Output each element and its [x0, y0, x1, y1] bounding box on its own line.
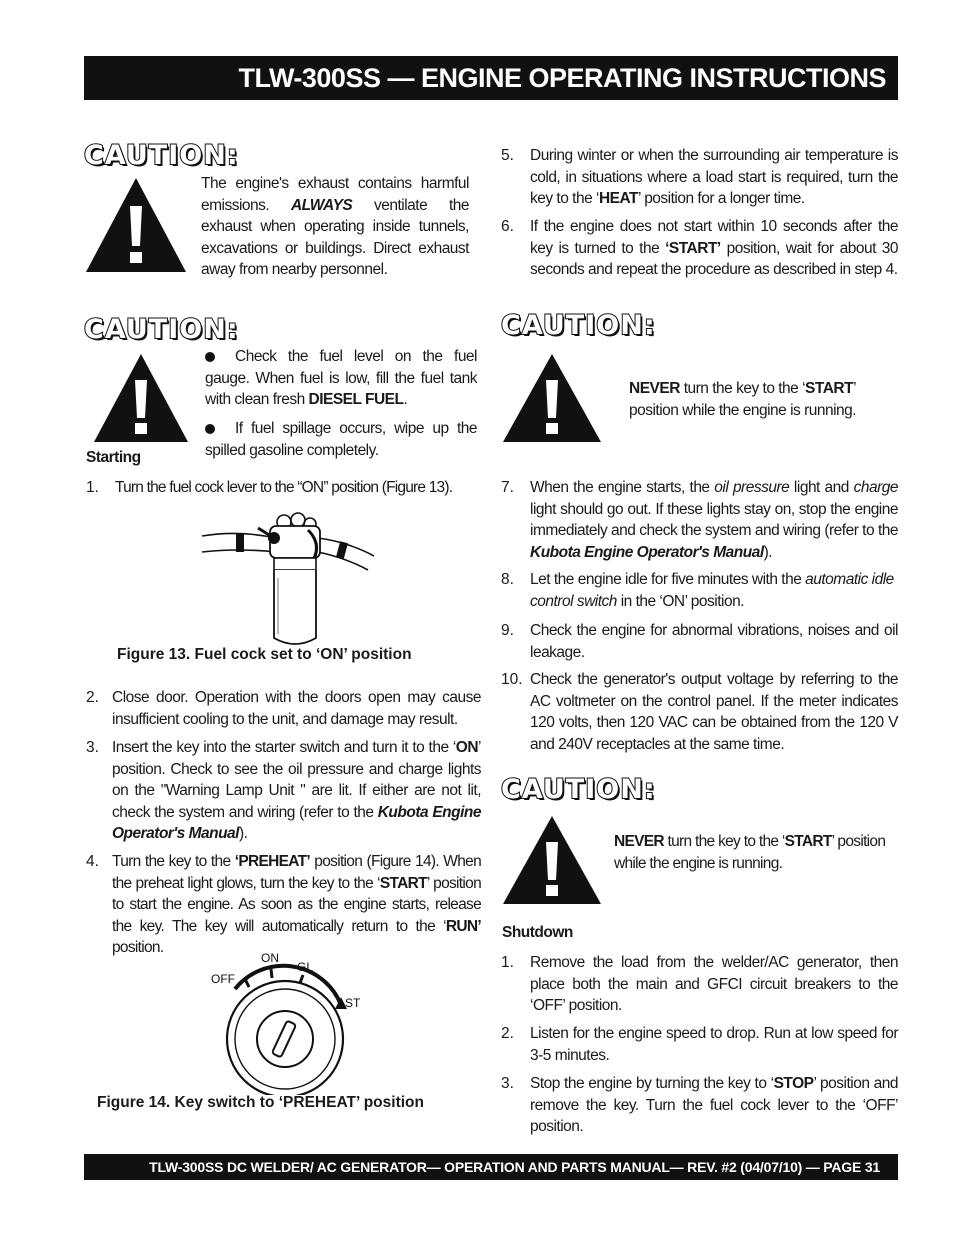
step-4-text: Turn the key to the ‘PREHEAT’ position (Figure 14). When the preheat light glows, turn the key to the ‘START’ position to start the engine. As soon as the engine starts, release the key. The key will automatically return to the ‘RUN’ position.: [112, 853, 481, 956]
step-5-number: 5.: [501, 147, 514, 164]
step-1-text: Turn the fuel cock lever to the “ON” position (Figure 13).: [115, 479, 453, 496]
fuel-cock-illustration: [198, 508, 378, 648]
shutdown-2-text: Listen for the engine speed to drop. Run at low speed for 3-5 minutes.: [530, 1025, 898, 1064]
step-10-text: Check the generator's output voltage by referring to the AC voltmeter on the control panel. If the meter indicates 120 volts, then 120 VAC can be obtained from the 120 V and 240V receptacles at the same time.: [530, 671, 898, 753]
shutdown-3-number: 3.: [501, 1075, 514, 1092]
caution-heading-1: CAUTION:: [84, 140, 239, 171]
key-switch-st-label: ST: [345, 996, 361, 1010]
caution-2-bullet-2: If fuel spillage occurs, wipe up the spilled gasoline completely.: [205, 420, 477, 459]
step-1-number: 1.: [86, 479, 99, 496]
step-6-text: If the engine does not start within 10 seconds after the key is turned to the ‘START’ position, wait for about 30 seconds and repeat the procedure as described in step 4.: [530, 218, 898, 278]
key-switch-off-label: OFF: [211, 972, 235, 986]
page-footer: [84, 1154, 898, 1180]
key-switch-illustration: [205, 945, 375, 1095]
step-7-text: When the engine starts, the oil pressure light and charge light should go out. If these lights stay on, stop the engine immediately and check the system and wiring (refer to the Kubota Engine Operator's Manual).: [530, 479, 898, 561]
bullet-icon: [205, 352, 215, 362]
step-5-text: During winter or when the surrounding air temperature is cold, in situations where a load start is required, turn the key to the ‘HEAT’ position for a longer time.: [530, 147, 898, 207]
shutdown-2-number: 2.: [501, 1025, 514, 1042]
shutdown-3-text: Stop the engine by turning the key to ‘STOP’ position and remove the key. Turn the fuel cock lever to the ‘OFF’ position.: [530, 1075, 898, 1135]
figure-14-caption: Figure 14. Key switch to ‘PREHEAT’ position: [97, 1094, 424, 1111]
caution-heading-3: CAUTION:: [501, 310, 656, 341]
step-4-number: 4.: [86, 853, 99, 870]
page-title: TLW-300SS — ENGINE OPERATING INSTRUCTIONS: [238, 62, 886, 93]
step-9-number: 9.: [501, 622, 514, 639]
step-2-text: Close door. Operation with the doors open may cause insufficient cooling to the unit, and damage may result.: [112, 689, 481, 728]
caution-1-text: The engine's exhaust contains harmful emissions. ALWAYS ventilate the exhaust when operating inside tunnels, excavations or buildings. Direct exhaust away from nearby personnel.: [201, 175, 469, 278]
warning-triangle-icon: [501, 814, 603, 906]
starting-heading: Starting: [86, 449, 141, 466]
caution-2-bullet-1: Check the fuel level on the fuel gauge. When fuel is low, fill the fuel tank with clean fresh DIESEL FUEL.: [205, 348, 477, 408]
caution-heading-4: CAUTION:: [501, 774, 656, 805]
step-9-text: Check the engine for abnormal vibrations, noises and oil leakage.: [530, 622, 898, 661]
step-2-number: 2.: [86, 689, 99, 706]
step-7-number: 7.: [501, 479, 514, 496]
key-switch-on-label: ON: [261, 951, 279, 965]
step-6-number: 6.: [501, 218, 514, 235]
caution-heading-2: CAUTION:: [84, 314, 239, 345]
warning-triangle-icon: [92, 352, 190, 444]
shutdown-heading: Shutdown: [502, 924, 573, 941]
shutdown-1-text: Remove the load from the welder/AC generator, then place both the main and GFCI circuit breakers to the ‘OFF’ position.: [530, 954, 898, 1014]
footer-text: TLW-300SS DC WELDER/ AC GENERATOR— OPERATION AND PARTS MANUAL— REV. #2 (04/07/10) — PAGE 31: [149, 1159, 880, 1175]
figure-13-caption: Figure 13. Fuel cock set to ‘ON’ position: [117, 646, 412, 663]
step-8-text: Let the engine idle for five minutes with the automatic idle control switch in the ‘ON’ position.: [530, 571, 894, 610]
bullet-icon: [205, 424, 215, 434]
page-header: [84, 56, 898, 100]
step-10-number: 10.: [501, 671, 523, 688]
caution-3-text: NEVER turn the key to the ‘START’ position while the engine is running.: [629, 380, 857, 419]
warning-triangle-icon: [501, 352, 603, 444]
shutdown-1-number: 1.: [501, 954, 514, 971]
warning-triangle-icon: [84, 176, 188, 274]
step-3-text: Insert the key into the starter switch and turn it to the ‘ON’ position. Check to see the oil pressure and charge lights on the "Warning Lamp Unit " are lit. If either are not lit, check the system and wiring (refer to the Kubota Engine Operator's Manual).: [112, 739, 482, 842]
step-8-number: 8.: [501, 571, 514, 588]
key-switch-gl-label: GL: [297, 960, 314, 974]
step-3-number: 3.: [86, 739, 99, 756]
caution-4-text: NEVER turn the key to the ‘START’ position while the engine is running.: [614, 833, 886, 872]
